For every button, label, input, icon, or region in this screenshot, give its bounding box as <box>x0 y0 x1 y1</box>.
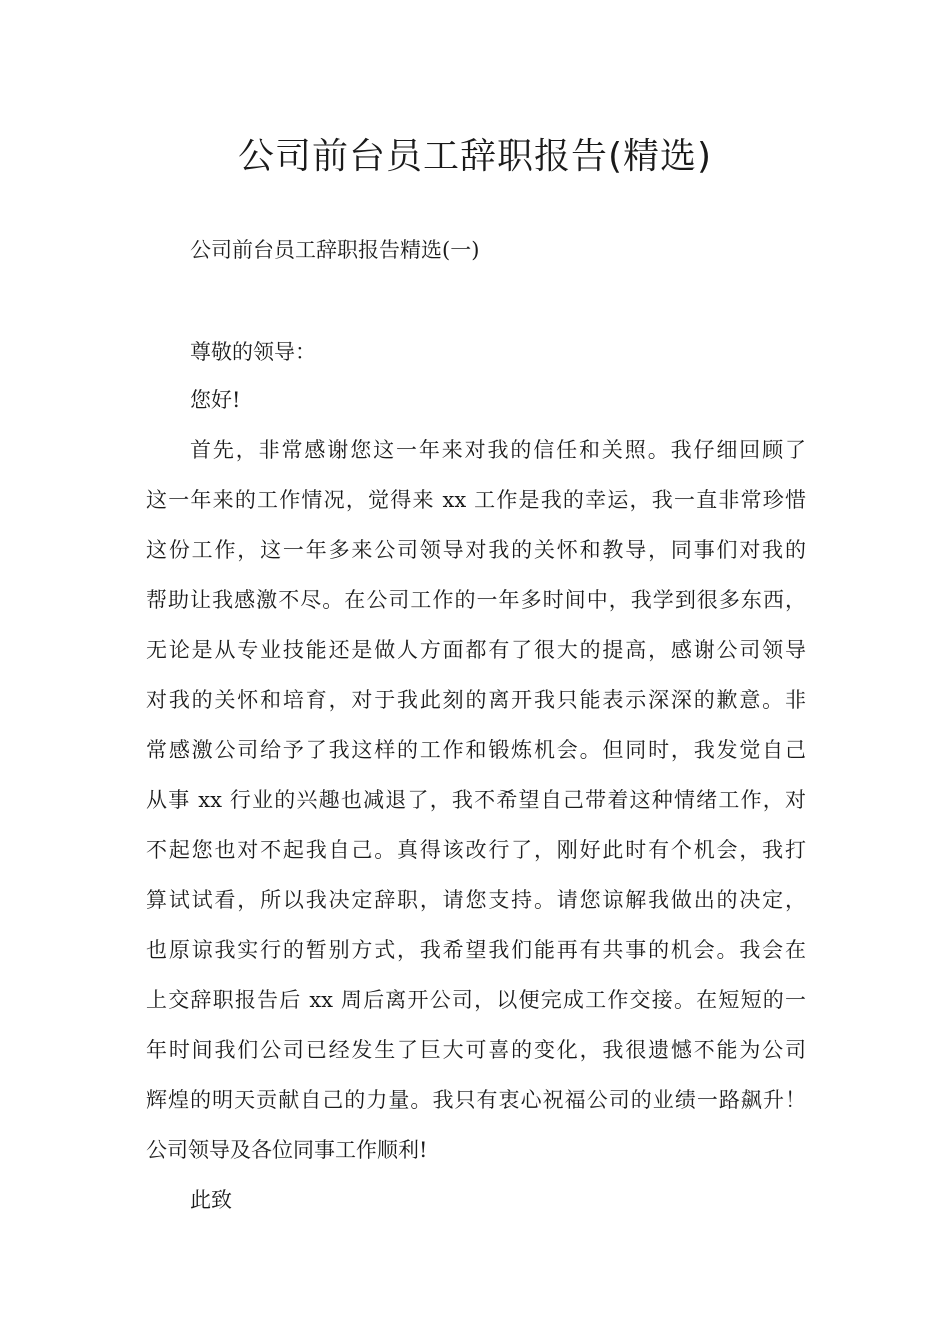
body-line: 年时间我们公司已经发生了巨大可喜的变化，我很遗憾不能为公司 <box>146 1038 806 1062</box>
body-line: 对我的关怀和培育，对于我此刻的离开我只能表示深深的歉意。非 <box>146 688 806 712</box>
body-line: 也原谅我实行的暂别方式，我希望我们能再有共事的机会。我会在 <box>146 938 806 962</box>
body-line: 帮助让我感激不尽。在公司工作的一年多时间中，我学到很多东西， <box>146 588 806 612</box>
body-line: 算试试看，所以我决定辞职，请您支持。请您谅解我做出的决定， <box>146 888 806 912</box>
greeting: 您好! <box>190 388 241 412</box>
document-title: 公司前台员工辞职报告(精选) <box>237 136 713 177</box>
body-line: 上交辞职报告后 xx 周后离开公司，以便完成工作交接。在短短的一 <box>146 988 806 1012</box>
body-line: 这份工作，这一年多来公司领导对我的关怀和教导，同事们对我的 <box>146 538 806 562</box>
body-line: 辉煌的明天贡献自己的力量。我只有衷心祝福公司的业绩一路飙升！ <box>146 1088 806 1112</box>
body-line: 从事 xx 行业的兴趣也减退了，我不希望自己带着这种情绪工作，对 <box>146 788 806 812</box>
body-line: 公司领导及各位同事工作顺利! <box>146 1138 428 1162</box>
section-heading: 公司前台员工辞职报告精选(一) <box>190 238 480 262</box>
body-line: 不起您也对不起我自己。真得该改行了，刚好此时有个机会，我打 <box>146 838 806 862</box>
body-line: 常感激公司给予了我这样的工作和锻炼机会。但同时，我发觉自己 <box>146 738 806 762</box>
body-line: 这一年来的工作情况，觉得来 xx 工作是我的幸运，我一直非常珍惜 <box>146 488 806 512</box>
body-line: 无论是从专业技能还是做人方面都有了很大的提高，感谢公司领导 <box>146 638 806 662</box>
body-line: 首先，非常感谢您这一年来对我的信任和关照。我仔细回顾了 <box>190 438 806 462</box>
salutation: 尊敬的领导： <box>190 340 316 364</box>
closing: 此致 <box>190 1188 232 1212</box>
